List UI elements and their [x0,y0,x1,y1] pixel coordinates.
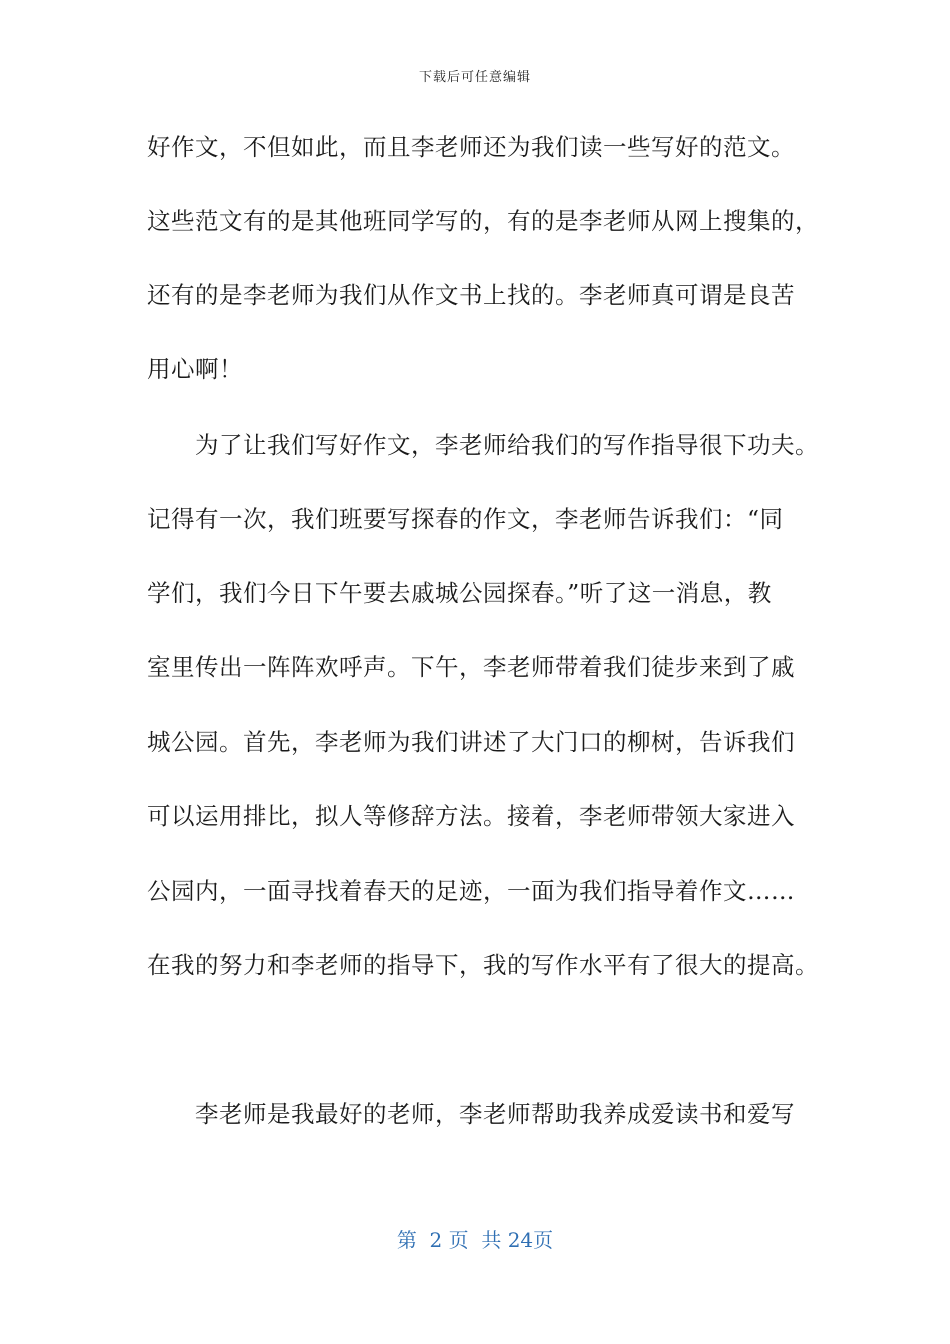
text-line: 为了让我们写好作文，李老师给我们的写作指导很下功夫。 [147,431,819,459]
text-line: 李老师是我最好的老师，李老师帮助我养成爱读书和爱写 [147,1100,795,1128]
text-line: 学们，我们今日下午要去戚城公园探春。”听了这一消息，教 [147,579,772,607]
text-line: 用心啊！ [147,355,243,383]
text-line: 记得有一次，我们班要写探春的作文，李老师告诉我们：“同 [147,505,784,533]
text-line: 好作文，不但如此，而且李老师还为我们读一些写好的范文。 [147,133,795,161]
text-line: 可以运用排比，拟人等修辞方法。接着，李老师带领大家进入 [147,802,795,830]
text-line: 这些范文有的是其他班同学写的，有的是李老师从网上搜集的， [147,207,819,235]
text-line: 在我的努力和李老师的指导下，我的写作水平有了很大的提高。 [147,951,819,979]
text-line: 公园内，一面寻找着春天的足迹，一面为我们指导着作文…… [147,877,795,905]
header-note: 下载后可任意编辑 [418,70,531,85]
page-number-footer: 第 2 页 共 24页 [396,1228,554,1252]
text-line: 城公园。首先，李老师为我们讲述了大门口的柳树，告诉我们 [147,728,795,756]
text-line: 室里传出一阵阵欢呼声。下午，李老师带着我们徒步来到了戚 [147,653,795,681]
text-line: 还有的是李老师为我们从作文书上找的。李老师真可谓是良苦 [147,281,795,309]
